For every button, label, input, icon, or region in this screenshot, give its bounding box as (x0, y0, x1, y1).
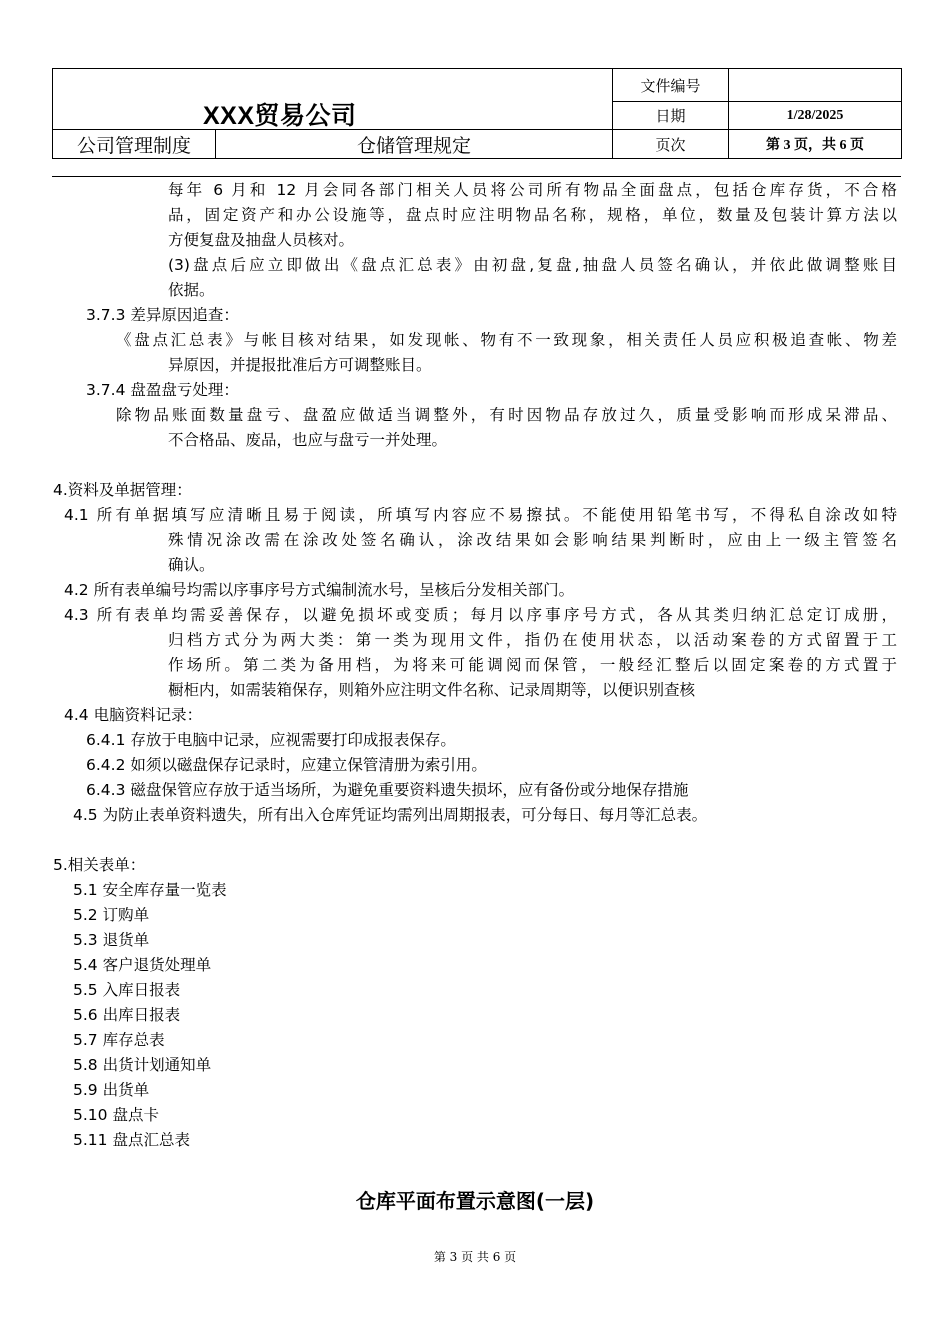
form-list-item: 5.6 出库日报表 (73, 1006, 181, 1024)
paragraph-line: 6.4.1 存放于电脑中记录，应视需要打印成报表保存。 (86, 731, 456, 749)
paragraph-line: 异原因，并提报批准后方可调整账目。 (168, 356, 432, 374)
form-list-item: 5.2 订购单 (73, 906, 150, 924)
paragraph-line: 6.4.2 如须以磁盘保存记录时，应建立保管清册为索引用。 (86, 756, 487, 774)
paragraph-line: 不合格品、废品，也应与盘亏一并处理。 (168, 431, 448, 449)
paragraph-line: 橱柜内，如需装箱保存，则箱外应注明文件名称、记录周期等，以便识别查核 (168, 681, 696, 699)
section-heading: 3.7.4 盘盈盘亏处理： (86, 381, 239, 399)
paragraph-line: 除物品账面数量盘亏、盘盈应做适当调整外，有时因物品存放过久，质量受影响而形成呆滞品、 (116, 406, 897, 424)
doc-number-label: 文件编号 (613, 69, 729, 102)
paragraph-line: 方便复盘及抽盘人员核对。 (168, 231, 355, 249)
section-heading: 4.4 电脑资料记录： (64, 706, 203, 724)
paragraph-line: 《盘点汇总表》与帐目核对结果，如发现帐、物有不一致现象，相关责任人员应积极追查帐、物差 (116, 331, 897, 349)
paragraph-line: 4.1 所有单据填写应清晰且易于阅读，所填写内容应不易擦拭。不能使用铅笔书写，不得私自涂改如特 (64, 506, 897, 524)
form-list-item: 5.10 盘点卡 (73, 1106, 159, 1124)
section-heading: 5.相关表单： (53, 856, 146, 874)
system-label: 公司管理制度 (53, 130, 216, 159)
form-list-item: 5.3 退货单 (73, 931, 150, 949)
paragraph-line: 确认。 (168, 556, 215, 574)
paragraph-line: 每年 6 月和 12 月会同各部门相关人员将公司所有物品全面盘点，包括仓库存货，不合格 (168, 181, 897, 199)
paragraph-line: 6.4.3 磁盘保管应存放于适当场所，为避免重要资料遗失损坏，应有备份或分地保存措施 (86, 781, 689, 799)
section-heading: 3.7.3 差异原因追查： (86, 306, 239, 324)
document-header (52, 68, 902, 159)
paragraph-line: 4.3 所有表单均需妥善保存，以避免损坏或变质；每月以序事序号方式，各从其类归纳汇总定订成册， (64, 606, 897, 624)
paragraph-line: 4.5 为防止表单资料遗失，所有出入仓库凭证均需列出周期报表，可分每日、每月等汇总表。 (73, 806, 708, 824)
paragraph-line: 殊情况涂改需在涂改处签名确认，涂改结果如会影响结果判断时，应由上一级主管签名 (168, 531, 897, 549)
company-cell (53, 69, 613, 130)
paragraph-line: 品，固定资产和办公设施等，盘点时应注明物品名称，规格，单位，数量及包装计算方法以 (168, 206, 897, 224)
date-value: 1/28/2025 (729, 102, 902, 130)
page-footer: 第 3 页 共 6 页 (433, 1250, 517, 1264)
form-list-item: 5.1 安全库存量一览表 (73, 881, 227, 899)
paragraph-line: 依据。 (168, 281, 215, 299)
form-list-item: 5.11 盘点汇总表 (73, 1131, 190, 1149)
section-heading: 4.资料及单据管理： (53, 481, 192, 499)
date-label: 日期 (613, 102, 729, 130)
form-list-item: 5.9 出货单 (73, 1081, 150, 1099)
paragraph-line: 作场所。第二类为备用档，为将来可能调阅而保管，一般经汇整后以固定案卷的方式置于 (168, 656, 897, 674)
form-list-item: 5.5 入库日报表 (73, 981, 181, 999)
page-value: 第 3 页，共 6 页 (729, 130, 902, 159)
document-title: 仓储管理规定 (216, 130, 613, 159)
company-name: XXX贸易公司 (203, 102, 357, 130)
form-list-item: 5.7 库存总表 (73, 1031, 165, 1049)
header-divider (52, 176, 901, 177)
doc-number-value (729, 69, 902, 102)
paragraph-line: 4.2 所有表单编号均需以序事序号方式编制流水号，呈核后分发相关部门。 (64, 581, 575, 599)
form-list-item: 5.4 客户退货处理单 (73, 956, 212, 974)
page-label: 页次 (613, 130, 729, 159)
form-list-item: 5.8 出货计划通知单 (73, 1056, 212, 1074)
paragraph-line: 归档方式分为两大类：第一类为现用文件，指仍在使用状态，以活动案卷的方式留置于工 (168, 631, 897, 649)
paragraph-line: (3)盘点后应立即做出《盘点汇总表》由初盘,复盘,抽盘人员签名确认，并依此做调整账目 (168, 256, 897, 274)
diagram-title: 仓库平面布置示意图(一层) (355, 1189, 595, 1213)
